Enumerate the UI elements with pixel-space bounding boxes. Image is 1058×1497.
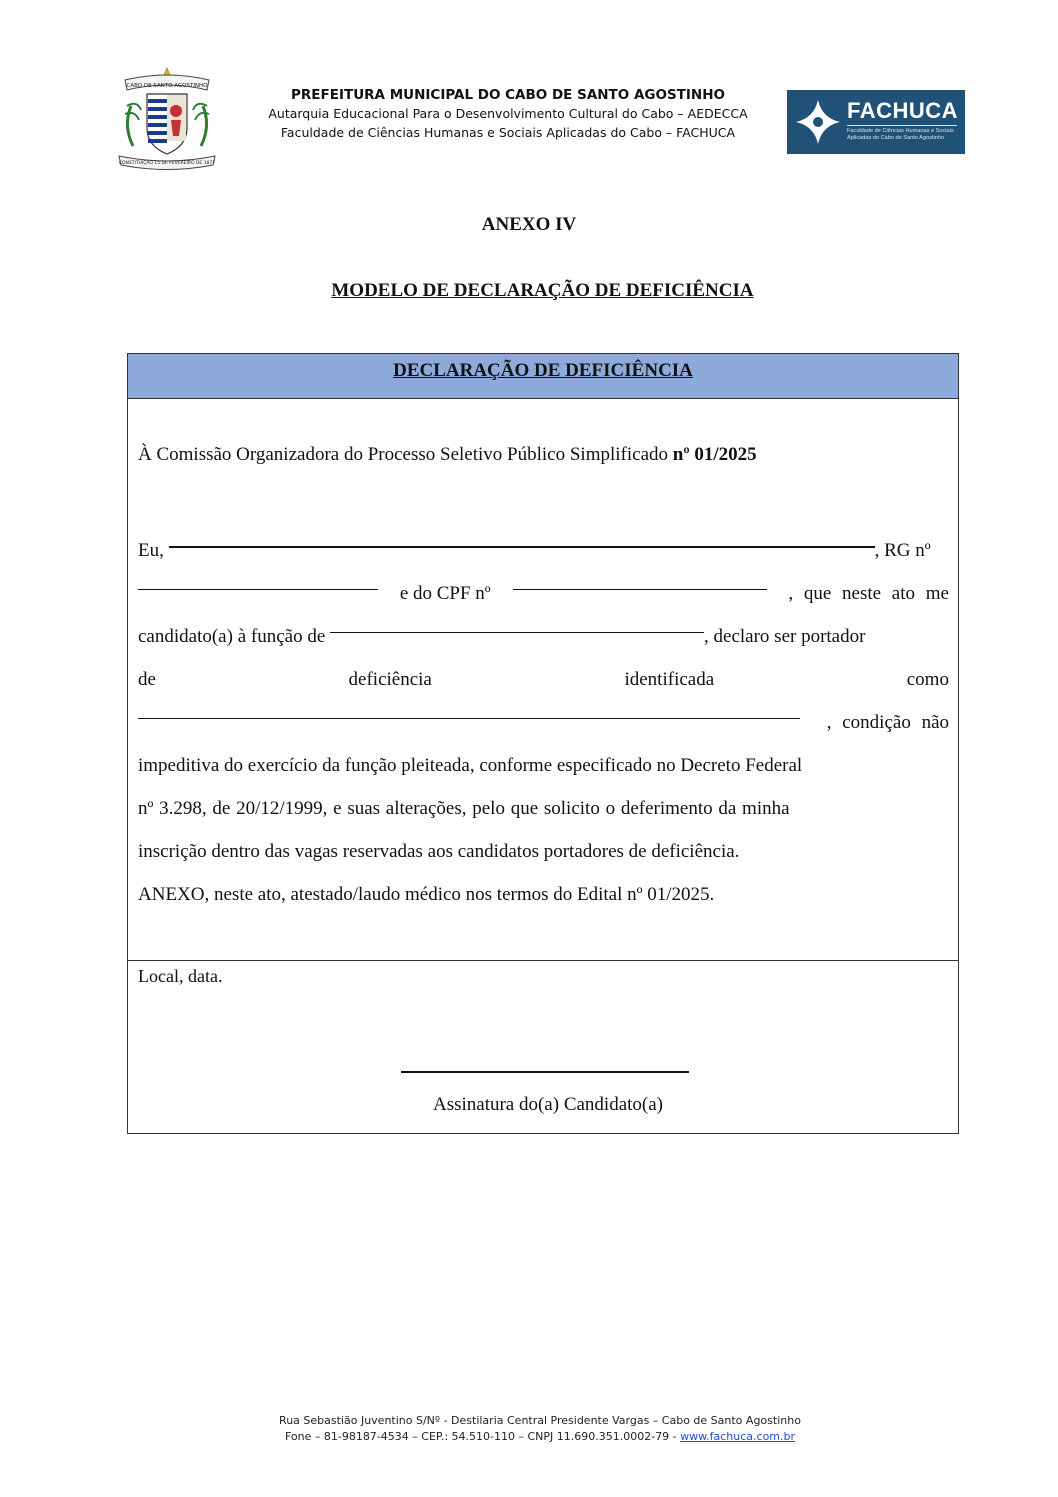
website-link[interactable]: www.fachuca.com.br xyxy=(680,1430,796,1443)
function-blank[interactable] xyxy=(330,615,704,633)
logo-underline xyxy=(847,125,957,126)
rg-blank[interactable] xyxy=(138,572,378,590)
fachuca-logo xyxy=(787,90,965,154)
annex-title: ANEXO IV xyxy=(481,214,577,235)
signature-line[interactable] xyxy=(401,1071,689,1073)
svg-text:CABO DE SANTO AGOSTINHO: CABO DE SANTO AGOSTINHO xyxy=(126,83,208,89)
declaration-body xyxy=(138,529,949,916)
deficiency-blank-row: , condição não xyxy=(138,701,949,744)
signature-label: Assinatura do(a) Candidato(a) xyxy=(432,1094,664,1115)
declaration-line-6: impeditiva do exercício da função pleiteada, conforme especificado no Decreto Federal xyxy=(138,755,803,776)
section-divider xyxy=(128,960,958,961)
page-header xyxy=(0,0,1058,180)
declaration-box xyxy=(127,353,959,1134)
footer-contact: Fone – 81-98187-4534 – CEP.: 54.510-110 – CNPJ 11.690.351.0002-79 - www.fachuca.com.br xyxy=(284,1430,796,1443)
id-row: e do CPF nº , que neste ato me xyxy=(138,572,949,615)
deficiency-row: de deficiência identificada como xyxy=(138,669,949,690)
declaration-heading: DECLARAÇÃO DE DEFICIÊNCIA xyxy=(128,354,958,399)
institution-block xyxy=(238,86,778,142)
name-blank[interactable] xyxy=(169,529,875,548)
municipal-crest-icon xyxy=(113,66,221,172)
faculty-name: Faculdade de Ciências Humanas e Sociais Aplicadas do Cabo – FACHUCA xyxy=(280,125,736,140)
addressee-line: À Comissão Organizadora do Processo Seletivo Público Simplificado nº 01/2025 xyxy=(138,444,757,465)
svg-text:CONSTITUIÇÃO 15 DE FEVEREIRO D: CONSTITUIÇÃO 15 DE FEVEREIRO DE 1877 xyxy=(118,161,216,166)
declaration-line-7: nº 3.298, de 20/12/1999, e suas alterações, pelo que solicito o deferimento da minha xyxy=(138,798,790,819)
local-date: Local, data. xyxy=(138,966,223,986)
process-number: nº 01/2025 xyxy=(672,444,757,465)
function-row: candidato(a) à função de , declaro ser portador xyxy=(138,615,949,658)
cpf-blank[interactable] xyxy=(513,572,767,590)
page-footer xyxy=(0,1413,1058,1445)
municipality-name: PREFEITURA MUNICIPAL DO CABO DE SANTO AGOSTINHO xyxy=(291,87,725,103)
declaration-line-8: inscrição dentro das vagas reservadas aos candidatos portadores de deficiência. xyxy=(138,841,740,862)
star-logo-icon xyxy=(792,96,844,148)
model-title: MODELO DE DECLARAÇÃO DE DEFICIÊNCIA xyxy=(331,280,754,301)
autarchy-name: Autarquia Educacional Para o Desenvolvimento Cultural do Cabo – AEDECCA xyxy=(268,106,748,121)
name-row: Eu, , RG nº xyxy=(138,529,949,572)
logo-name: FACHUCA xyxy=(847,98,959,123)
deficiency-blank[interactable] xyxy=(138,701,800,719)
declaration-line-9: ANEXO, neste ato, atestado/laudo médico nos termos do Edital nº 01/2025. xyxy=(138,884,715,905)
footer-address: Rua Sebastião Juventino S/Nº - Destilaria Central Presidente Vargas – Cabo de Santo Agostinho xyxy=(279,1414,801,1427)
logo-subtitle: Faculdade de Ciências Humanas e Sociais Aplicadas do Cabo de Santo Agostinho xyxy=(847,128,954,141)
